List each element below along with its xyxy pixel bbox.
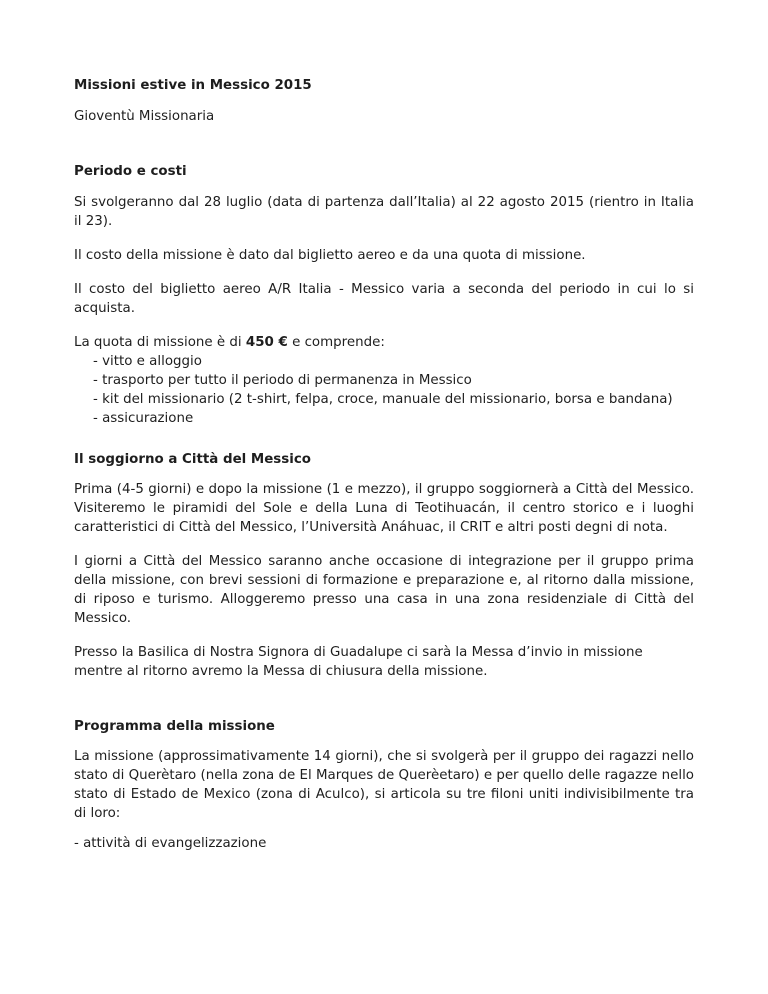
document-page (74, 76, 694, 853)
quota-items-list (74, 352, 694, 428)
periodo-paragraph-1: Si svolgeranno dal 28 luglio (data di partenza dall’Italia) al 22 agosto 2015 (rientro in Italia il 23). (74, 195, 694, 229)
quota-paragraph (74, 333, 694, 352)
document-title: Missioni estive in Messico 2015 (74, 78, 312, 93)
periodo-paragraph-3: Il costo del biglietto aereo A/R Italia - Messico varia a seconda del periodo in cui lo si acquista. (74, 282, 694, 316)
list-item: - kit del missionario (2 t-shirt, felpa, croce, manuale del missionario, borsa e bandana) (93, 392, 673, 407)
soggiorno-paragraph-3-line-1: Presso la Basilica di Nostra Signora di Guadalupe ci sarà la Messa d’invio in missione (74, 645, 643, 660)
soggiorno-paragraph-2: I giorni a Città del Messico saranno anche occasione di integrazione per il gruppo prima della missione, con brevi sessioni di formazione e preparazione e, al ritorno dalla missione, di riposo e turismo. Alloggeremo presso una casa in una zona residenziale di Città del Messico. (74, 554, 694, 626)
programma-paragraph-2: - attività di evangelizzazione (74, 836, 267, 851)
list-item: - trasporto per tutto il periodo di permanenza in Messico (93, 373, 472, 388)
list-item: - assicurazione (93, 411, 194, 426)
soggiorno-paragraph-3-line-2: mentre al ritorno avremo la Messa di chiusura della missione. (74, 664, 488, 679)
section-heading-programma: Programma della missione (74, 719, 275, 734)
list-item: - vitto e alloggio (93, 354, 202, 369)
soggiorno-paragraph-3 (74, 643, 694, 681)
quota-amount: 450 € (245, 335, 288, 350)
quota-suffix: e comprende: (287, 335, 385, 350)
periodo-paragraph-2: Il costo della missione è dato dal biglietto aereo e da una quota di missione. (74, 248, 586, 263)
section-heading-periodo: Periodo e costi (74, 164, 187, 179)
section-heading-soggiorno: Il soggiorno a Città del Messico (74, 452, 311, 467)
programma-paragraph-1: La missione (approssimativamente 14 giorni), che si svolgerà per il gruppo dei ragazzi nello stato di Querètaro (nella zona de El Marques de Querèetaro) e per quello delle ragazze nello stato di Estado de Mexico (zona di Aculco), si articola su tre filoni uniti indivisibilmente tra di loro: (74, 749, 694, 821)
quota-prefix: La quota di missione è di (74, 335, 246, 350)
document-subtitle: Gioventù Missionaria (74, 109, 215, 124)
soggiorno-paragraph-1: Prima (4-5 giorni) e dopo la missione (1 e mezzo), il gruppo soggiornerà a Città del Messico. Visiteremo le piramidi del Sole e della Luna di Teotihuacán, il centro storico e i luoghi caratteristici di Città del Messico, l’Università Anáhuac, il CRIT e altri posti degni di nota. (74, 482, 694, 535)
